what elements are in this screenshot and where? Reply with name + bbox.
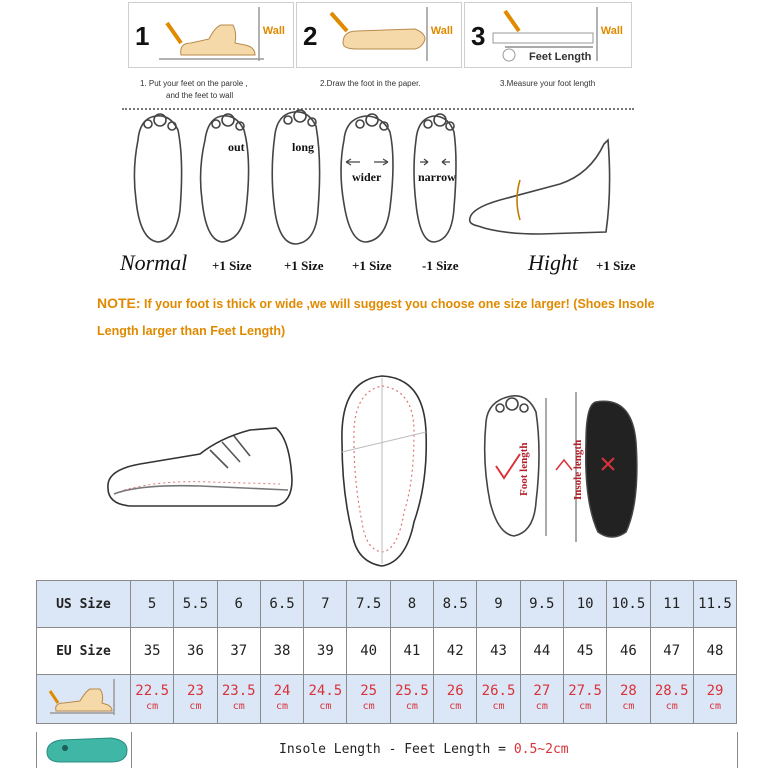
foot-length-cell: 27.5 cm bbox=[563, 675, 606, 724]
foot-length-cell: 25.5 cm bbox=[390, 675, 433, 724]
eu-size-cell: 39 bbox=[304, 628, 347, 675]
foot-length-cell: 26.5 cm bbox=[477, 675, 520, 724]
eu-size-cell: 48 bbox=[693, 628, 736, 675]
us-size-cell: 10.5 bbox=[607, 581, 650, 628]
foot-hight-outline bbox=[470, 140, 610, 234]
step-2-number: 2 bbox=[303, 21, 318, 51]
label-hight-size: +1 Size bbox=[596, 258, 636, 273]
us-size-cell: 8 bbox=[390, 581, 433, 628]
eu-size-cell: 35 bbox=[131, 628, 174, 675]
foot-type-wider: wider bbox=[352, 170, 382, 184]
label-wider-size: +1 Size bbox=[352, 258, 392, 273]
foot-length-cell: 25 cm bbox=[347, 675, 390, 724]
eu-size-cell: 47 bbox=[650, 628, 693, 675]
step-1-number: 1 bbox=[135, 21, 150, 51]
us-size-cell: 7.5 bbox=[347, 581, 390, 628]
eu-size-cell: 38 bbox=[260, 628, 303, 675]
us-size-cell: 10 bbox=[563, 581, 606, 628]
step-2-caption: 2.Draw the foot in the paper. bbox=[320, 79, 421, 88]
foot-normal-outline bbox=[134, 116, 181, 242]
us-size-cell: 7 bbox=[304, 581, 347, 628]
note-text: If your foot is thick or wide ,we will suggest you choose one size larger! (Shoes Insole Length larger than Feet Length) bbox=[97, 297, 655, 338]
foot-length-cell: 23 cm bbox=[174, 675, 217, 724]
eu-size-cell: 44 bbox=[520, 628, 563, 675]
foot-type-outlines bbox=[0, 100, 768, 250]
label-out-size: +1 Size bbox=[212, 258, 252, 273]
foot-length-cell: 22.5 cm bbox=[131, 675, 174, 724]
step-2-wall-label: Wall bbox=[430, 25, 453, 37]
foot-type-long: long bbox=[292, 140, 315, 154]
label-normal: Normal bbox=[120, 250, 188, 275]
size-note bbox=[97, 290, 697, 345]
us-size-cell: 9 bbox=[477, 581, 520, 628]
us-size-cell: 6.5 bbox=[260, 581, 303, 628]
eu-size-cell: 45 bbox=[563, 628, 606, 675]
foot-length-cell: 24 cm bbox=[260, 675, 303, 724]
foot-length-cell: 24.5 cm bbox=[304, 675, 347, 724]
foot-length-cell: 29 cm bbox=[693, 675, 736, 724]
eu-size-header: EU Size bbox=[37, 628, 131, 675]
size-chart-table bbox=[36, 580, 737, 724]
step-3-wall-label: Wall bbox=[600, 25, 623, 37]
foot-length-row bbox=[37, 675, 737, 724]
foot-length-header bbox=[37, 675, 131, 724]
foot-ruler-icon bbox=[44, 677, 124, 717]
step-1-wall-label: Wall bbox=[262, 25, 285, 37]
foot-type-out: out bbox=[228, 140, 245, 154]
shoe-side-illustration bbox=[100, 410, 300, 530]
insole-length-label: Insole length bbox=[572, 439, 584, 500]
eu-size-cell: 41 bbox=[390, 628, 433, 675]
us-size-cell: 5.5 bbox=[174, 581, 217, 628]
foot-out-outline bbox=[201, 116, 249, 242]
us-size-cell: 11.5 bbox=[693, 581, 736, 628]
foot-long-outline bbox=[272, 112, 319, 244]
note-head: NOTE: bbox=[97, 295, 141, 311]
foot-length-label: Foot length bbox=[518, 442, 530, 496]
eu-size-row bbox=[37, 628, 737, 675]
foot-length-cell: 28 cm bbox=[607, 675, 650, 724]
us-size-cell: 5 bbox=[131, 581, 174, 628]
us-size-cell: 6 bbox=[217, 581, 260, 628]
insole-formula: Insole Length - Feet Length = 0.5~2cm bbox=[279, 742, 569, 757]
eu-size-cell: 40 bbox=[347, 628, 390, 675]
step-1-caption: 1. Put your feet on the parole , and the feet to wall bbox=[140, 79, 248, 100]
foot-length-cell: 26 cm bbox=[434, 675, 477, 724]
us-size-header: US Size bbox=[37, 581, 131, 628]
label-long-size: +1 Size bbox=[284, 258, 324, 273]
eu-size-cell: 43 bbox=[477, 628, 520, 675]
insole-icon bbox=[41, 732, 131, 768]
foot-vs-insole-illustration bbox=[476, 382, 646, 542]
label-narrow-size: -1 Size bbox=[422, 258, 459, 273]
eu-size-cell: 46 bbox=[607, 628, 650, 675]
step-1-panel bbox=[128, 2, 294, 68]
eu-size-cell: 37 bbox=[217, 628, 260, 675]
foot-length-cell: 23.5 cm bbox=[217, 675, 260, 724]
us-size-cell: 8.5 bbox=[434, 581, 477, 628]
step-3-number: 3 bbox=[471, 21, 486, 51]
insole-top-illustration bbox=[328, 372, 438, 572]
step-2-panel bbox=[296, 2, 462, 68]
eu-size-cell: 42 bbox=[434, 628, 477, 675]
measure-steps bbox=[128, 2, 630, 68]
insole-formula-row bbox=[36, 732, 738, 768]
label-hight: Hight bbox=[528, 250, 579, 275]
us-size-cell: 11 bbox=[650, 581, 693, 628]
foot-length-cell: 27 cm bbox=[520, 675, 563, 724]
foot-type-narrow: narrow bbox=[418, 170, 456, 184]
step-3-panel bbox=[464, 2, 632, 68]
foot-length-cell: 28.5 cm bbox=[650, 675, 693, 724]
us-size-row bbox=[37, 581, 737, 628]
us-size-cell: 9.5 bbox=[520, 581, 563, 628]
step-3-feet-length-label: Feet Length bbox=[529, 51, 592, 63]
eu-size-cell: 36 bbox=[174, 628, 217, 675]
step-3-caption: 3.Measure your foot length bbox=[500, 79, 596, 88]
